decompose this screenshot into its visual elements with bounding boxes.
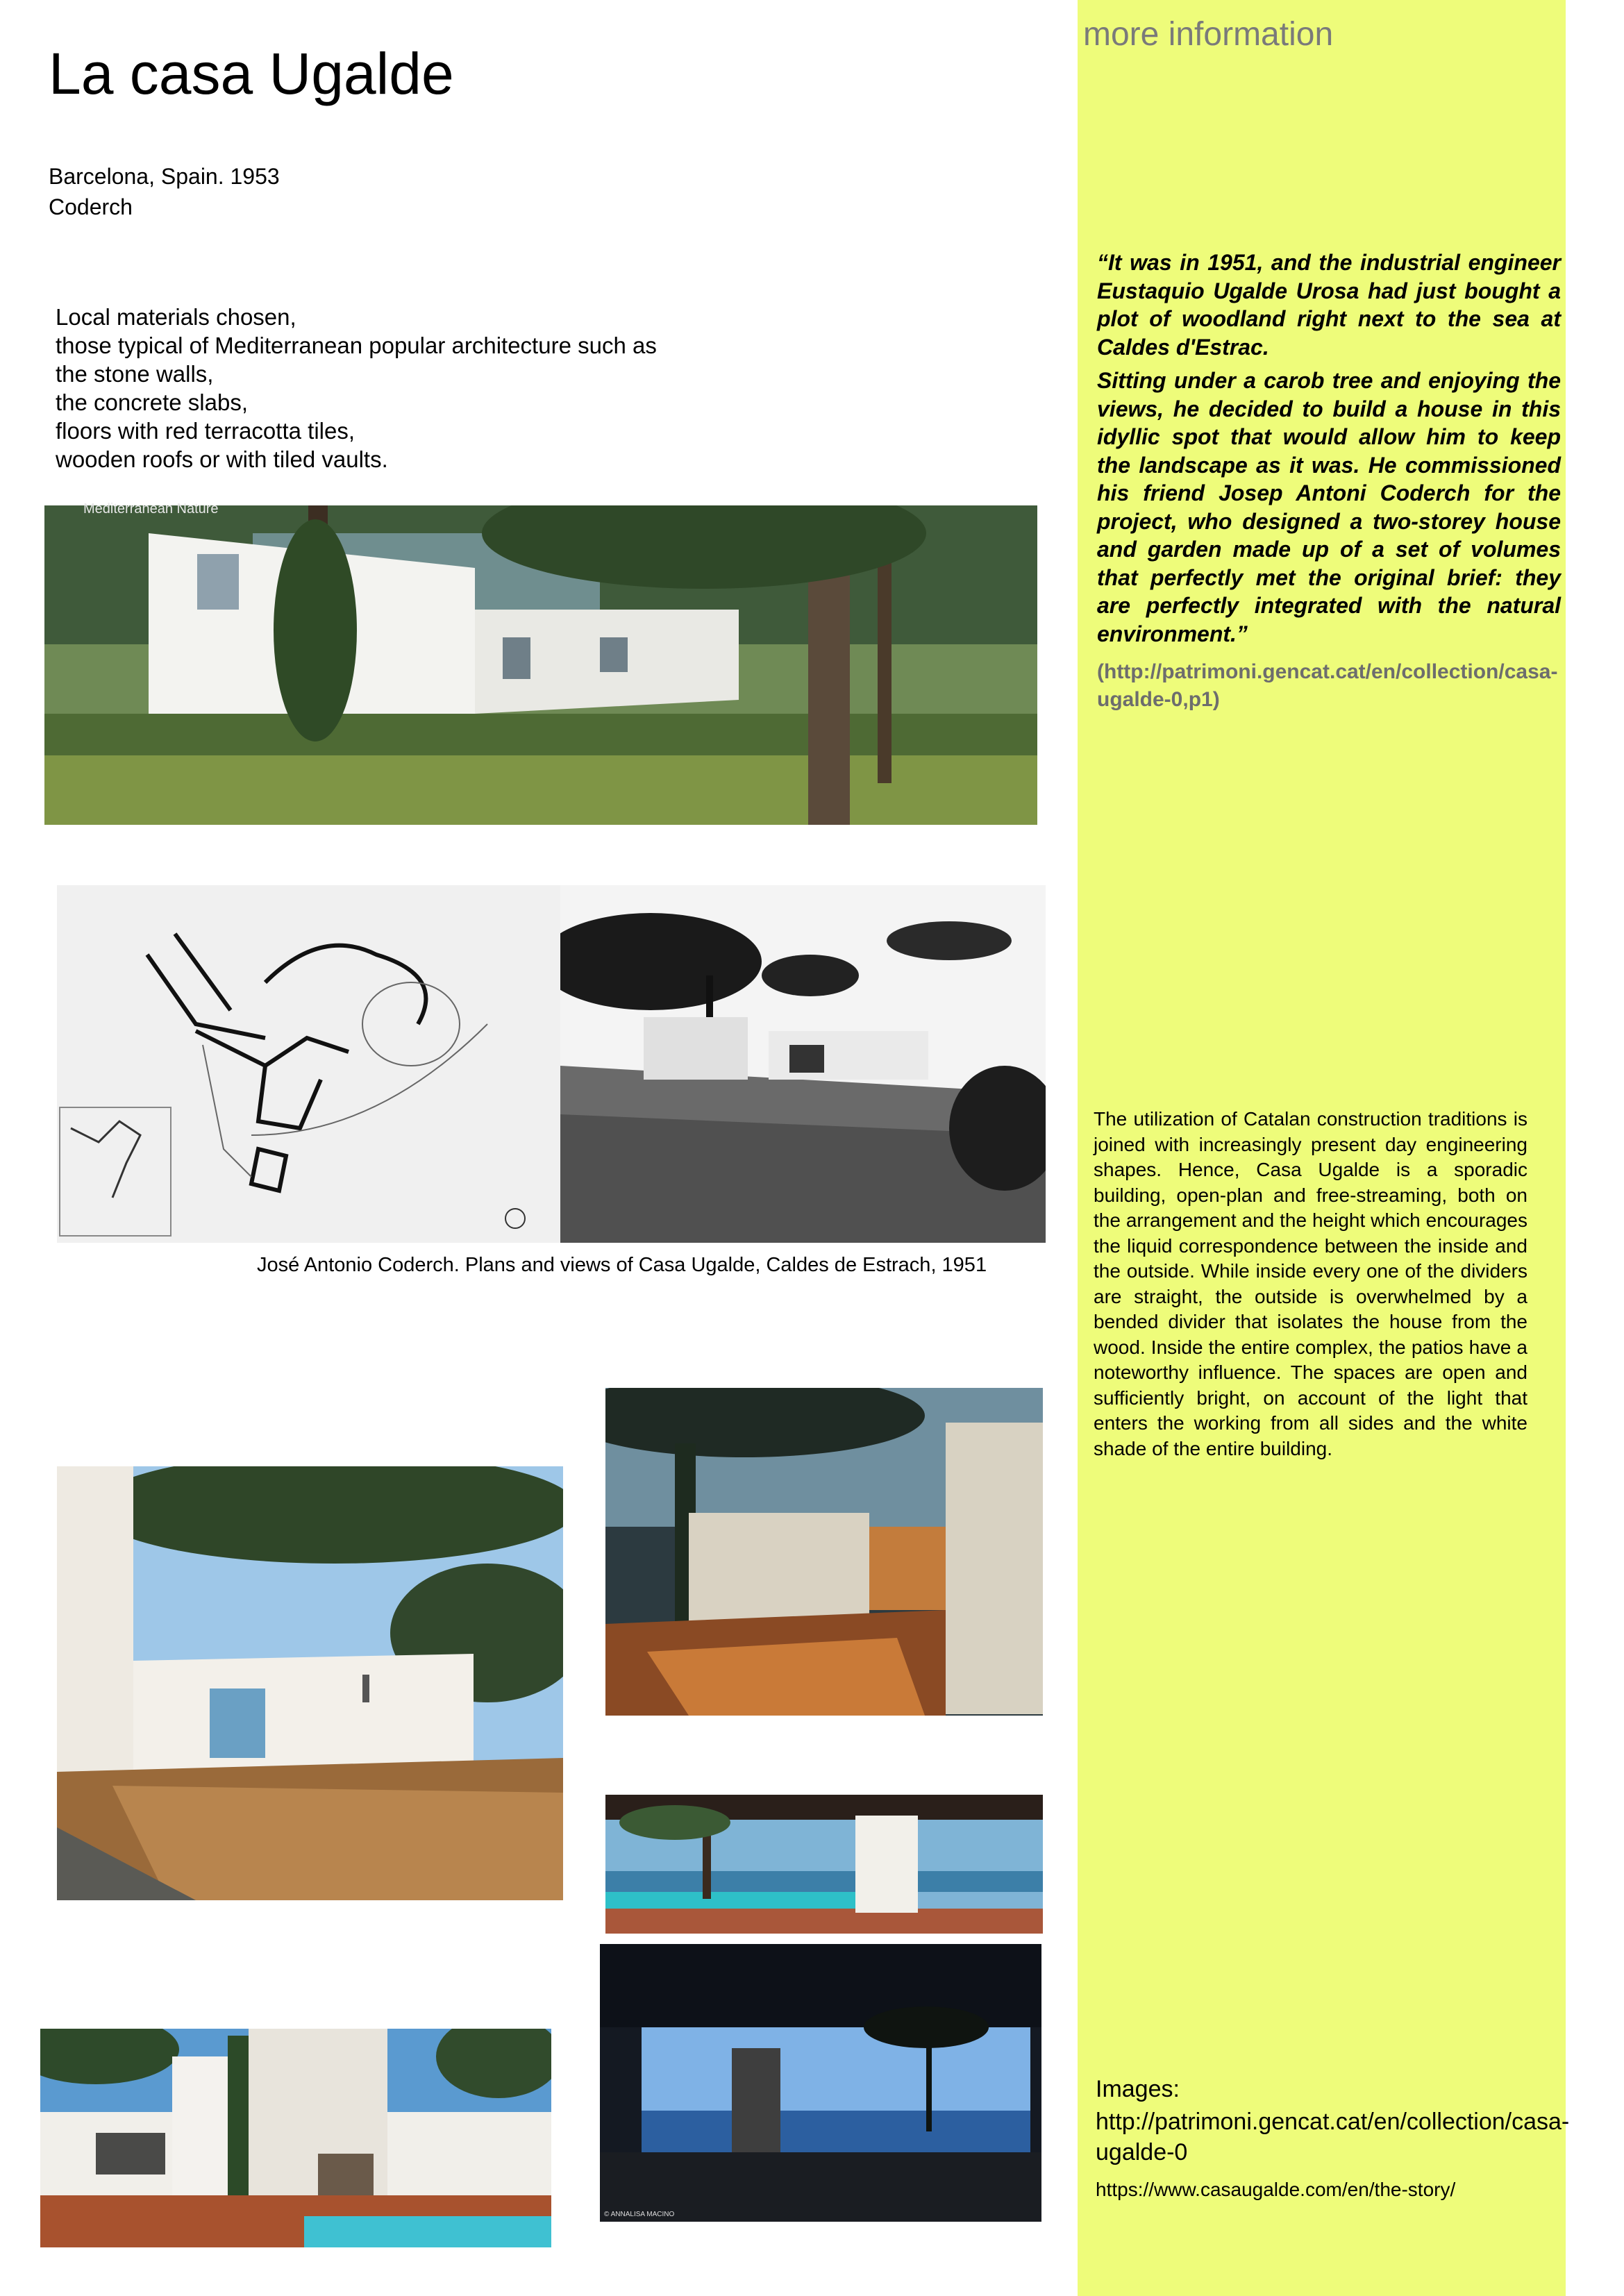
materials-line: those typical of Mediterranean popular architecture such as (56, 333, 657, 358)
hero-house-photo (44, 505, 1037, 825)
project-meta (49, 161, 280, 222)
bw-house-photo (560, 885, 1046, 1243)
floor-plan-drawing (57, 885, 560, 1243)
pool-photo (605, 1795, 1043, 1934)
sidebar-heading: more information (1083, 16, 1334, 53)
photo-credit: © ANNALISA MACINO (604, 2211, 675, 2218)
dark-sea-view-photo (600, 1944, 1041, 2222)
materials-line: Local materials chosen, (56, 304, 296, 330)
facade-pool-photo (40, 2029, 551, 2247)
page-title: La casa Ugalde (49, 41, 454, 106)
materials-line: floors with red terracotta tiles, (56, 418, 355, 444)
location-year: Barcelona, Spain. 1953 (49, 164, 280, 189)
materials-line: the stone walls, (56, 361, 214, 387)
hero-photo-tag: Mediterranean Nature (83, 501, 219, 517)
plans-caption: José Antonio Coderch. Plans and views of Casa Ugalde, Caldes de Estrach, 1951 (257, 1254, 987, 1276)
materials-line: the concrete slabs, (56, 389, 248, 415)
materials-list (56, 303, 657, 474)
architect-name: Coderch (49, 194, 133, 219)
quote-text-2: Sitting under a carob tree and enjoying the views, he decided to build a house in this idyllic spot that would allow him to keep the landscape as it was. He commissioned his friend Josep Antoni Coderch for the project, who designed a two-storey house and garden made up of a set of volumes that perfectly met the original brief: they are perfectly integrated with the natural environment.” (1097, 368, 1561, 646)
quote-source-link[interactable]: (http://patrimoni.gencat.cat/en/collection/casa-ugalde-0,p1) (1097, 660, 1558, 711)
quote-paragraph-2 (1097, 367, 1561, 648)
terrace-photo (57, 1466, 563, 1900)
images-link-casaugalde[interactable]: https://www.casaugalde.com/en/the-story/ (1096, 2179, 1456, 2200)
quote-text-1: “It was in 1951, and the industrial engineer Eustaquio Ugalde Urosa had just bought a plot of woodland right next to the sea at Caldes d'Estrac. (1097, 250, 1561, 360)
images-label: Images: (1096, 2076, 1180, 2102)
images-link-gencat[interactable]: http://patrimoni.gencat.cat/en/collection/casa-ugalde-0 (1096, 2109, 1570, 2165)
description-paragraph: The utilization of Catalan construction traditions is joined with increasingly present day engineering shapes. Hence, Casa Ugalde is a sporadic building, open-plan and free-streaming, both on the arrangement and the height which encourages the liquid correspondence between the inside and the outside. While inside every one of the dividers are straight, the outside is overwhelmed by a bended divider that isolates the house from the wood. Inside the entire complex, the patios have a noteworthy influence. The spaces are open and sufficiently bright, on account of the light that enters the working from all sides and the white shade of the entire building. (1094, 1108, 1527, 1459)
quote-paragraph-1 (1097, 249, 1561, 361)
dusk-courtyard-photo (605, 1388, 1043, 1716)
materials-line: wooden roofs or with tiled vaults. (56, 446, 388, 472)
